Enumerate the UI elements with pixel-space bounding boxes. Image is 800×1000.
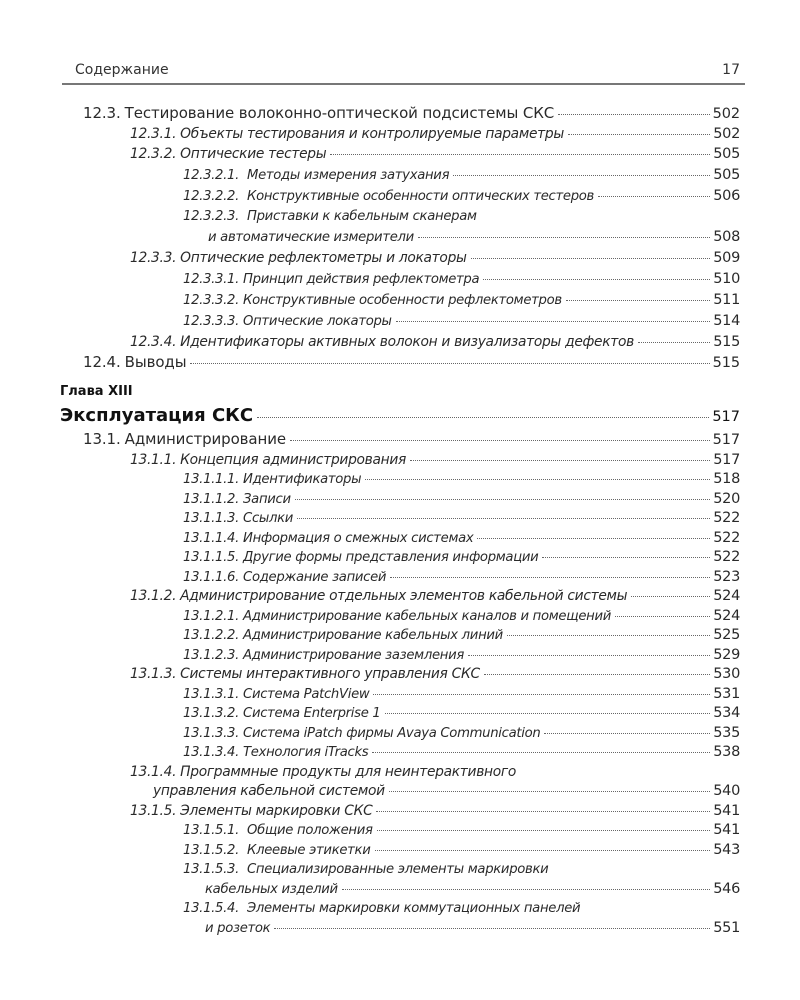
entry-title: Общие положения [247, 823, 373, 838]
toc-entry[interactable] [183, 626, 740, 646]
entry-page: 505 [713, 166, 740, 183]
toc-entry[interactable] [183, 841, 740, 861]
entry-number: 12.3.3.1. [183, 271, 240, 287]
toc-entry[interactable] [83, 430, 740, 451]
entry-title: Приставки к кабельным сканерам [247, 209, 477, 225]
entry-number: 13.1.5. [130, 802, 177, 819]
entry-page: 543 [713, 841, 740, 858]
entry-page: 522 [713, 549, 740, 565]
entry-page: 530 [713, 666, 740, 682]
entry-title: Специализированные элементы маркировки [247, 862, 549, 877]
entry-page: 510 [713, 270, 740, 287]
toc-entry[interactable] [183, 509, 740, 529]
entry-number: 13.1.2.1. [183, 608, 240, 624]
entry-title: Идентификаторы активных волокон и визуализаторы дефектов [180, 334, 634, 351]
toc-entry-continuation[interactable] [205, 919, 740, 939]
entry-number: 12.4. [83, 353, 121, 372]
entry-title: Конструктивные особенности оптических тестеров [247, 188, 595, 204]
entry-title: Оптические тестеры [180, 146, 327, 163]
entry-number: 13.1.5.1. [183, 823, 240, 838]
toc-entry[interactable] [183, 821, 740, 841]
page-number: 17 [722, 62, 740, 78]
entry-number: 13.1.3.3. [183, 725, 240, 741]
dot-leader [483, 279, 710, 280]
chapter-title-row[interactable] [60, 405, 740, 426]
entry-number: 13.1.3.2. [183, 706, 240, 721]
toc-section-13 [0, 430, 740, 938]
dot-leader [598, 196, 710, 197]
dot-leader [615, 616, 710, 617]
chapter-title: Эксплуатация СКС [60, 405, 254, 426]
entry-number: 13.1.1.3. [183, 511, 240, 526]
toc-section-12 [0, 103, 740, 374]
toc-entry[interactable] [183, 529, 740, 549]
entry-title: Конструктивные особенности рефлектометров [243, 292, 562, 308]
toc-entry[interactable] [130, 451, 740, 471]
entry-title: Администрирование кабельных каналов и помещений [243, 608, 611, 624]
dot-leader [376, 811, 710, 812]
entry-title: Идентификаторы [243, 472, 362, 487]
dot-leader [484, 674, 710, 675]
toc-entry-continuation[interactable] [153, 782, 740, 802]
entry-page: 535 [713, 724, 740, 741]
entry-page: 541 [713, 822, 740, 838]
toc-entry[interactable] [130, 802, 740, 822]
entry-page: 517 [712, 432, 740, 448]
entry-page: 541 [713, 802, 740, 819]
toc-entry[interactable] [83, 352, 740, 373]
entry-page: 520 [713, 490, 740, 507]
dot-leader [330, 154, 710, 155]
entry-page: 515 [713, 334, 740, 351]
entry-title: Выводы [124, 353, 187, 372]
entry-title: Администрирование кабельных линий [243, 628, 503, 643]
entry-number: 12.3.3. [130, 250, 177, 267]
entry-title: Система Enterprise 1 [243, 706, 381, 721]
entry-title: Система iPatch фирмы Avaya Communication [243, 725, 541, 741]
toc-entry[interactable] [183, 860, 740, 880]
toc-entry[interactable] [83, 103, 740, 124]
entry-page: 502 [713, 126, 740, 143]
toc-entry[interactable] [183, 186, 740, 207]
entry-title: Системы интерактивного управления СКС [180, 666, 480, 682]
entry-page: 522 [713, 529, 740, 546]
toc-entry[interactable] [183, 311, 740, 332]
entry-number: 13.1.4. [130, 763, 177, 780]
entry-page: 509 [713, 250, 740, 267]
entry-page: 524 [713, 588, 740, 604]
entry-page: 534 [713, 705, 740, 721]
entry-number: 13.1.1.4. [183, 530, 240, 546]
dot-leader [390, 577, 710, 578]
entry-title: Технология iTracks [243, 745, 369, 760]
dot-leader [566, 300, 710, 301]
entry-number: 13.1.1.1. [183, 472, 240, 487]
dot-leader [410, 460, 710, 461]
toc-entry[interactable] [183, 704, 740, 724]
dot-leader [373, 694, 710, 695]
entry-page: 525 [713, 627, 740, 643]
entry-page: 529 [713, 646, 740, 663]
dot-leader [638, 342, 710, 343]
toc-entry[interactable] [183, 165, 740, 186]
chapter-page: 517 [712, 409, 740, 425]
entry-title-continuation: управления кабельной системой [153, 783, 385, 799]
dot-leader [631, 596, 710, 597]
dot-leader [290, 440, 710, 441]
toc-entry[interactable] [183, 568, 740, 588]
dot-leader [190, 363, 709, 364]
entry-number: 13.1.5.4. [183, 901, 240, 916]
toc-entry[interactable] [183, 899, 740, 919]
header-rule [62, 83, 745, 85]
entry-number: 13.1.2.3. [183, 647, 240, 663]
toc-entry[interactable] [130, 763, 740, 783]
toc-entry[interactable] [183, 724, 740, 744]
entry-number: 12.3.2. [130, 146, 177, 163]
chapter-label: Глава XIII [60, 384, 133, 399]
entry-number: 13.1.1.2. [183, 491, 240, 507]
entry-title: Программные продукты для неинтерактивного [180, 763, 516, 780]
entry-title: Информация о смежных системах [243, 530, 474, 546]
entry-title: Записи [243, 491, 291, 507]
dot-leader [389, 791, 710, 792]
dot-leader [257, 417, 709, 418]
entry-number: 12.3.2.1. [183, 167, 240, 183]
dot-leader [542, 557, 710, 558]
entry-page: 517 [713, 451, 740, 468]
entry-number: 13.1.3. [130, 666, 177, 682]
dot-leader [342, 889, 710, 890]
entry-title: Содержание записей [243, 569, 387, 585]
dot-leader [471, 258, 711, 259]
entry-title: Клеевые этикетки [247, 842, 371, 858]
toc-entry[interactable] [183, 269, 740, 290]
entry-title: Концепция администрирования [180, 451, 407, 468]
entry-title: Принцип действия рефлектометра [243, 271, 480, 287]
toc-entry[interactable] [130, 587, 740, 607]
dot-leader [295, 499, 710, 500]
entry-number: 12.3.1. [130, 126, 177, 143]
dot-leader [274, 928, 710, 929]
entry-page: 515 [712, 355, 740, 372]
dot-leader [568, 134, 710, 135]
toc-entry-continuation[interactable] [208, 227, 740, 248]
toc-entry[interactable] [130, 665, 740, 685]
entry-number: 13.1.2.2. [183, 628, 240, 643]
entry-page: 538 [713, 744, 740, 760]
dot-leader [558, 114, 709, 115]
entry-number: 13.1.2. [130, 588, 177, 604]
entry-number: 13.1.1.6. [183, 569, 240, 585]
entry-page: 524 [713, 607, 740, 624]
toc-entry[interactable] [183, 207, 740, 227]
entry-title: Система PatchView [243, 686, 370, 702]
entry-number: 13.1. [83, 430, 121, 448]
toc-entry[interactable] [183, 490, 740, 510]
entry-number: 13.1.3.1. [183, 686, 240, 702]
toc-entry-continuation[interactable] [205, 880, 740, 900]
entry-page: 522 [713, 510, 740, 526]
entry-title: Элементы маркировки коммутационных панелей [247, 901, 581, 916]
entry-number: 12.3.3.3. [183, 314, 240, 330]
dot-leader [365, 479, 710, 480]
dot-leader [385, 713, 711, 714]
dot-leader [477, 538, 710, 539]
entry-title: Тестирование волоконно-оптической подсистемы СКС [124, 104, 555, 122]
dot-leader [372, 752, 710, 753]
entry-number: 12.3.3.2. [183, 292, 240, 308]
entry-page: 523 [713, 568, 740, 585]
dot-leader [396, 321, 711, 322]
entry-number: 13.1.1. [130, 451, 177, 468]
entry-title: Методы измерения затухания [247, 167, 450, 183]
dot-leader [297, 518, 710, 519]
entry-number: 12.3.4. [130, 334, 177, 351]
entry-page: 551 [713, 919, 740, 936]
dot-leader [468, 655, 710, 656]
entry-title: Оптические рефлектометры и локаторы [180, 250, 467, 267]
toc-entry[interactable] [183, 548, 740, 568]
toc-entry[interactable] [183, 607, 740, 627]
entry-title: Объекты тестирования и контролируемые параметры [180, 126, 564, 143]
entry-title-continuation: и розеток [205, 920, 271, 936]
dot-leader [507, 635, 710, 636]
toc-entry[interactable] [183, 743, 740, 763]
entry-number: 13.1.3.4. [183, 745, 240, 760]
entry-title: Администрирование отдельных элементов кабельной системы [180, 588, 628, 604]
entry-page: 546 [713, 880, 740, 897]
entry-number: 13.1.5.3. [183, 862, 240, 877]
dot-leader [544, 733, 710, 734]
toc-entry[interactable] [130, 124, 740, 144]
toc-entry[interactable] [183, 646, 740, 666]
toc-entry[interactable] [183, 685, 740, 705]
entry-page: 540 [713, 783, 740, 799]
toc-entry[interactable] [183, 290, 740, 311]
entry-page: 531 [713, 685, 740, 702]
running-header [75, 62, 740, 82]
entry-page: 505 [713, 146, 740, 163]
entry-page: 506 [713, 187, 740, 204]
entry-page: 514 [713, 313, 740, 330]
entry-title-continuation: и автоматические измерители [208, 230, 414, 246]
dot-leader [377, 830, 711, 831]
entry-number: 12.3.2.2. [183, 188, 240, 204]
entry-number: 13.1.1.5. [183, 550, 240, 565]
entry-page: 502 [712, 106, 740, 122]
toc-entry[interactable] [130, 144, 740, 164]
entry-title: Администрирование [124, 430, 286, 448]
running-header-title: Содержание [75, 62, 169, 78]
entry-page: 508 [713, 229, 740, 246]
entry-number: 12.3. [83, 104, 121, 122]
entry-title: Администрирование заземления [243, 647, 464, 663]
toc-entry[interactable] [130, 248, 740, 268]
entry-title: Элементы маркировки СКС [180, 802, 373, 819]
entry-title-continuation: кабельных изделий [205, 881, 338, 897]
dot-leader [453, 175, 710, 176]
entry-title: Другие формы представления информации [243, 550, 539, 565]
entry-number: 12.3.2.3. [183, 209, 240, 225]
entry-title: Ссылки [243, 511, 294, 526]
dot-leader [375, 850, 711, 851]
entry-page: 511 [713, 291, 740, 308]
entry-title: Оптические локаторы [243, 314, 392, 330]
entry-page: 518 [713, 471, 740, 487]
toc-entry[interactable] [130, 332, 740, 352]
entry-number: 13.1.5.2. [183, 842, 240, 858]
toc-entry[interactable] [183, 470, 740, 490]
dot-leader [418, 237, 710, 238]
